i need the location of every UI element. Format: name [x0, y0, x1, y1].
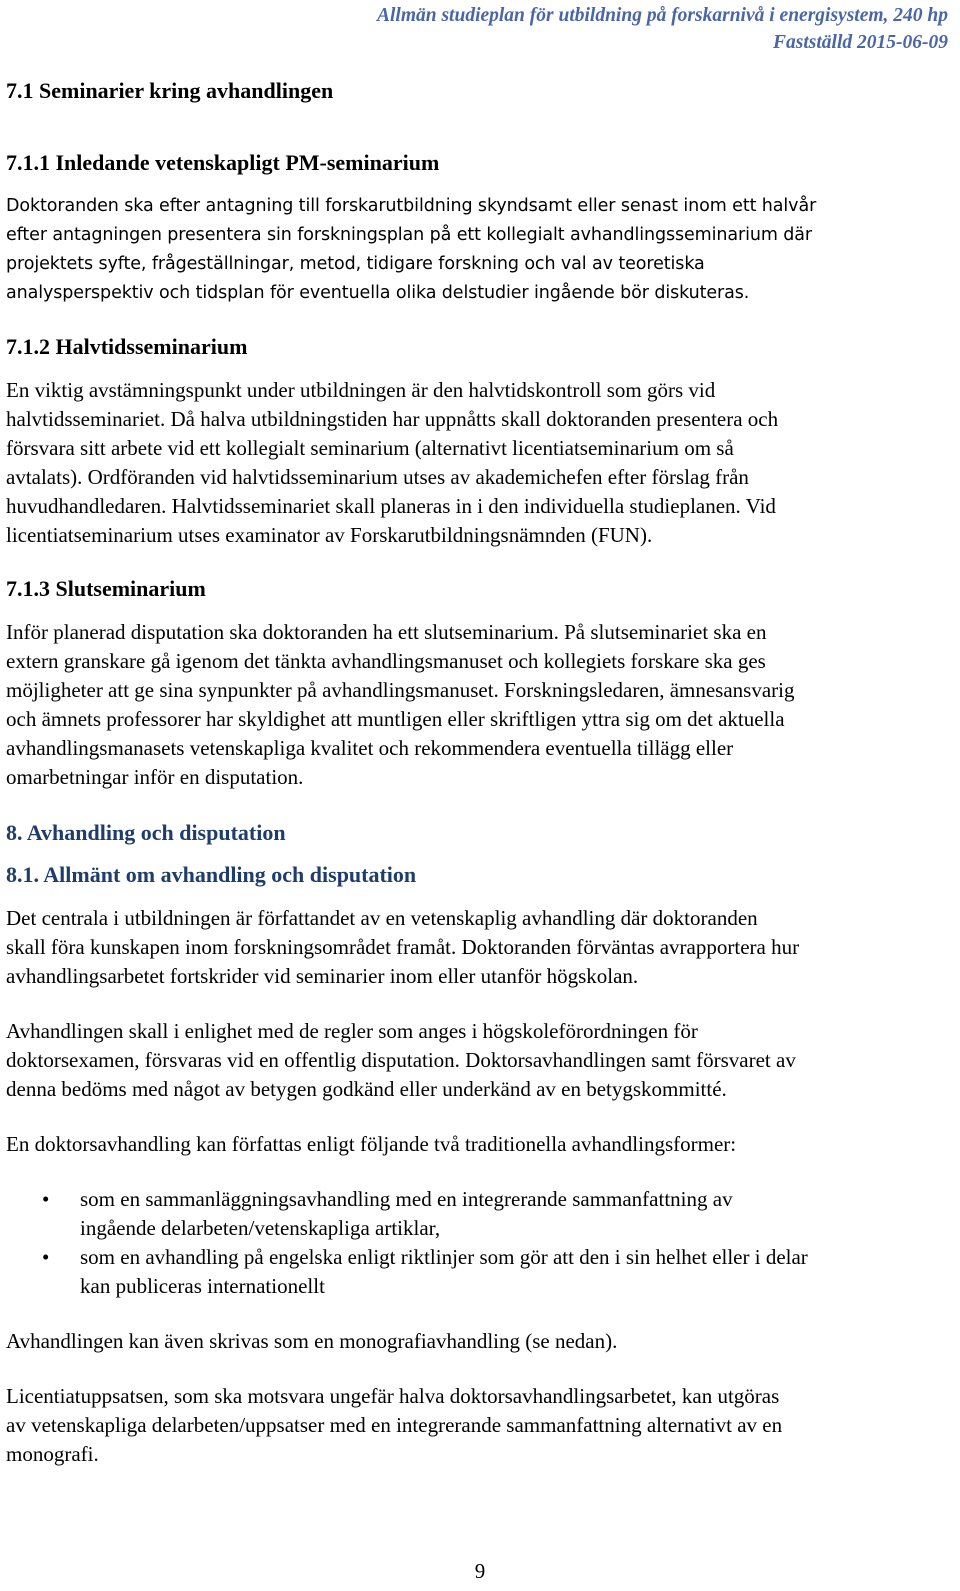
list-item-line: som en sammanläggningsavhandling med en integrerande sammanfattning av — [80, 1187, 733, 1211]
page-content — [6, 76, 952, 1469]
section-7-1-1-paragraph — [6, 192, 952, 308]
page-header — [8, 2, 948, 56]
paragraph-line: Inför planerad disputation ska doktoranden ha ett slutseminarium. På slutseminariet ska en — [6, 620, 767, 644]
paragraph-line: monografi. — [6, 1442, 99, 1466]
paragraph-line: omarbetningar inför en disputation. — [6, 765, 304, 789]
section-7-1-2-paragraph — [6, 376, 952, 550]
section-7-1-3-paragraph — [6, 618, 952, 792]
paragraph-line: huvudhandledaren. Halvtidsseminariet skall planeras in i den individuella studieplanen. Vid — [6, 494, 776, 518]
paragraph-line: avhandlingsarbetet fortskrider vid seminarier inom eller utanför högskolan. — [6, 964, 639, 988]
paragraph-line: efter antagningen presentera sin forskningsplan på ett kollegialt avhandlingsseminarium där — [6, 225, 812, 245]
paragraph-line: analysperspektiv och tidsplan för eventuella olika delstudier ingående bör diskuteras. — [6, 283, 750, 303]
section-7-1-heading: 7.1 Seminarier kring avhandlingen — [6, 78, 334, 103]
paragraph-line: projektets syfte, frågeställningar, metod, tidigare forskning och val av teoretiska — [6, 254, 705, 274]
list-item — [6, 1243, 952, 1301]
paragraph-line: Licentiatuppsatsen, som ska motsvara ungefär halva doktorsavhandlingsarbetet, kan utgöras — [6, 1384, 780, 1408]
paragraph-line: denna bedöms med något av betygen godkänd eller underkänd av en betygskommitté. — [6, 1077, 727, 1101]
paragraph-line: och ämnets professorer har skyldighet att muntligen eller skriftligen yttra sig om det aktuella — [6, 707, 785, 731]
section-8-1-paragraph-1 — [6, 904, 952, 991]
paragraph-line: avtalats). Ordföranden vid halvtidsseminarium utses av akademichefen efter förslag från — [6, 465, 749, 489]
section-8-1-heading: 8.1. Allmänt om avhandling och disputation — [6, 862, 417, 887]
paragraph-line: En viktig avstämningspunkt under utbildningen är den halvtidskontroll som görs vid — [6, 378, 716, 402]
page-number: 9 — [474, 1559, 486, 1583]
list-item — [6, 1185, 952, 1243]
avhandlingsformer-list — [6, 1185, 952, 1301]
section-8-heading: 8. Avhandling och disputation — [6, 820, 286, 845]
header-title: Allmän studieplan för utbildning på forskarnivå i energisystem, 240 hp — [376, 5, 948, 26]
paragraph-line: möjligheter att ge sina synpunkter på avhandlingsmanuset. Forskningsledaren, ämnesansvarig — [6, 678, 795, 702]
paragraph-line: doktorsexamen, försvaras vid en offentlig disputation. Doktorsavhandlingen samt försvaret av — [6, 1048, 796, 1072]
paragraph-line: Avhandlingen skall i enlighet med de regler som anges i högskoleförordningen för — [6, 1019, 698, 1043]
list-item-line: ingående delarbeten/vetenskapliga artiklar, — [80, 1216, 441, 1240]
section-7-1-3-heading: 7.1.3 Slutseminarium — [6, 576, 206, 601]
section-7-1-2-heading: 7.1.2 Halvtidsseminarium — [6, 334, 248, 359]
header-date: Fastställd 2015-06-09 — [773, 32, 948, 53]
section-8-1-paragraph-5 — [6, 1382, 952, 1469]
paragraph-line: Doktoranden ska efter antagning till forskarutbildning skyndsamt eller senast inom ett halvår — [6, 196, 817, 216]
bullet-icon: • — [42, 1187, 50, 1211]
bullet-icon: • — [42, 1245, 50, 1269]
list-item-line: kan publiceras internationellt — [80, 1274, 325, 1298]
paragraph-line: licentiatseminarium utses examinator av Forskarutbildningsnämnden (FUN). — [6, 523, 653, 547]
list-item-line: som en avhandling på engelska enligt riktlinjer som gör att den i sin helhet eller i delar — [80, 1245, 808, 1269]
paragraph-line: skall föra kunskapen inom forskningsområdet framåt. Doktoranden förväntas avrapportera hur — [6, 935, 800, 959]
section-8-1-paragraph-3: En doktorsavhandling kan författas enligt följande två traditionella avhandlingsformer: — [6, 1132, 737, 1156]
paragraph-line: Det centrala i utbildningen är författandet av en vetenskaplig avhandling där doktoranden — [6, 906, 758, 930]
paragraph-line: extern granskare gå igenom det tänkta avhandlingsmanuset och kollegiets forskare ska ges — [6, 649, 766, 673]
section-8-1-paragraph-4: Avhandlingen kan även skrivas som en monografiavhandling (se nedan). — [6, 1329, 618, 1353]
paragraph-line: avhandlingsmanasets vetenskapliga kvalitet och rekommendera eventuella tillägg eller — [6, 736, 734, 760]
paragraph-line: försvara sitt arbete vid ett kollegialt seminarium (alternativt licentiatseminarium om så — [6, 436, 734, 460]
paragraph-line: halvtidsseminariet. Då halva utbildningstiden har uppnåtts skall doktoranden presentera och — [6, 407, 779, 431]
paragraph-line: av vetenskapliga delarbeten/uppsatser med en integrerande sammanfattning alternativt av en — [6, 1413, 783, 1437]
section-7-1-1-heading: 7.1.1 Inledande vetenskapligt PM-seminarium — [6, 150, 440, 175]
section-8-1-paragraph-2 — [6, 1017, 952, 1104]
